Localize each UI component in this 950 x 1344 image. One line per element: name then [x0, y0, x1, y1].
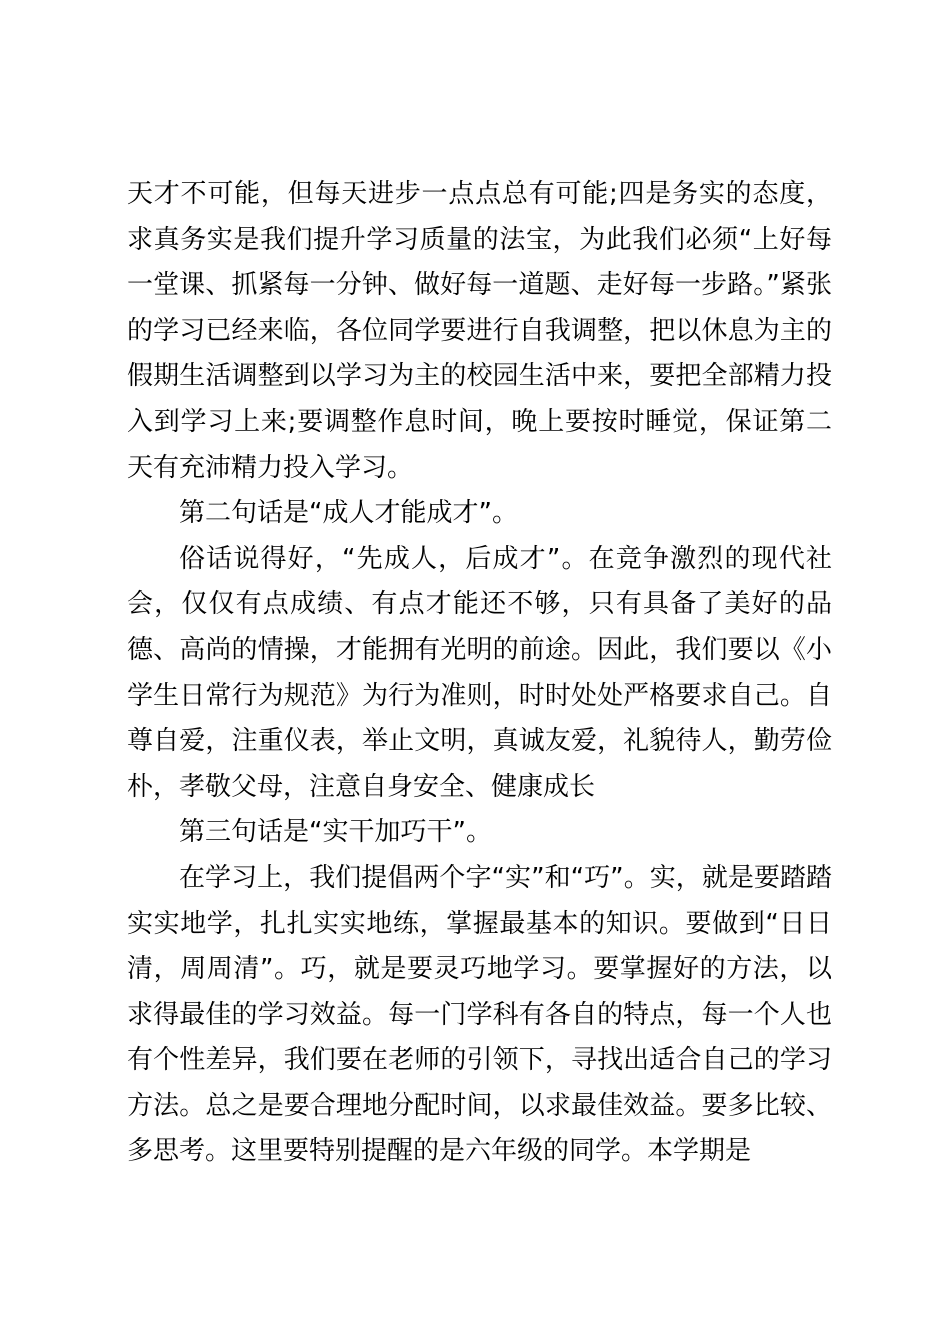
paragraph-second-sentence-body: 俗话说得好，“先成人，后成才”。在竞争激烈的现代社会，仅仅有点成绩、有点才能还不够，只有具备了美好的品德、高尚的情操，才能拥有光明的前途。因此，我们要以《小学生日常行为规范》为行为准则，时时处处严格要求自己。自尊自爱，注重仪表，举止文明，真诚友爱，礼貌待人，勤劳俭朴，孝敬父母，注意自身安全、健康成长: [127, 543, 832, 802]
paragraph-third-sentence-body: 在学习上，我们提倡两个字“实”和“巧”。实，就是要踏踏实实地学，扎扎实实地练，掌握最基本的知识。要做到“日日清，周周清”。巧，就是要灵巧地学习。要掌握好的方法，以求得最佳的学习效益。每一门学科有各自的特点，每一个人也有个性差异，我们要在老师的引领下，寻找出适合自己的学习方法。总之是要合理地分配时间，以求最佳效益。要多比较、多思考。这里要特别提醒的是六年级的同学。本学期是: [127, 862, 832, 1167]
paragraph-continuation: 天才不可能，但每天进步一点点总有可能;四是务实的态度，求真务实是我们提升学习质量的法宝，为此我们必须“上好每一堂课、抓紧每一分钟、做好每一道题、走好每一步路。”紧张的学习已经来临，各位同学要进行自我调整，把以休息为主的假期生活调整到以学习为主的校园生活中来，要把全部精力投入到学习上来;要调整作息时间，晚上要按时睡觉，保证第二天有充沛精力投入学习。: [127, 179, 832, 483]
paragraph-heading-second-sentence: 第二句话是“成人才能成才”。: [179, 498, 518, 529]
paragraph-heading-third-sentence: 第三句话是“实干加巧干”。: [179, 817, 492, 848]
document-body: [127, 172, 832, 1175]
